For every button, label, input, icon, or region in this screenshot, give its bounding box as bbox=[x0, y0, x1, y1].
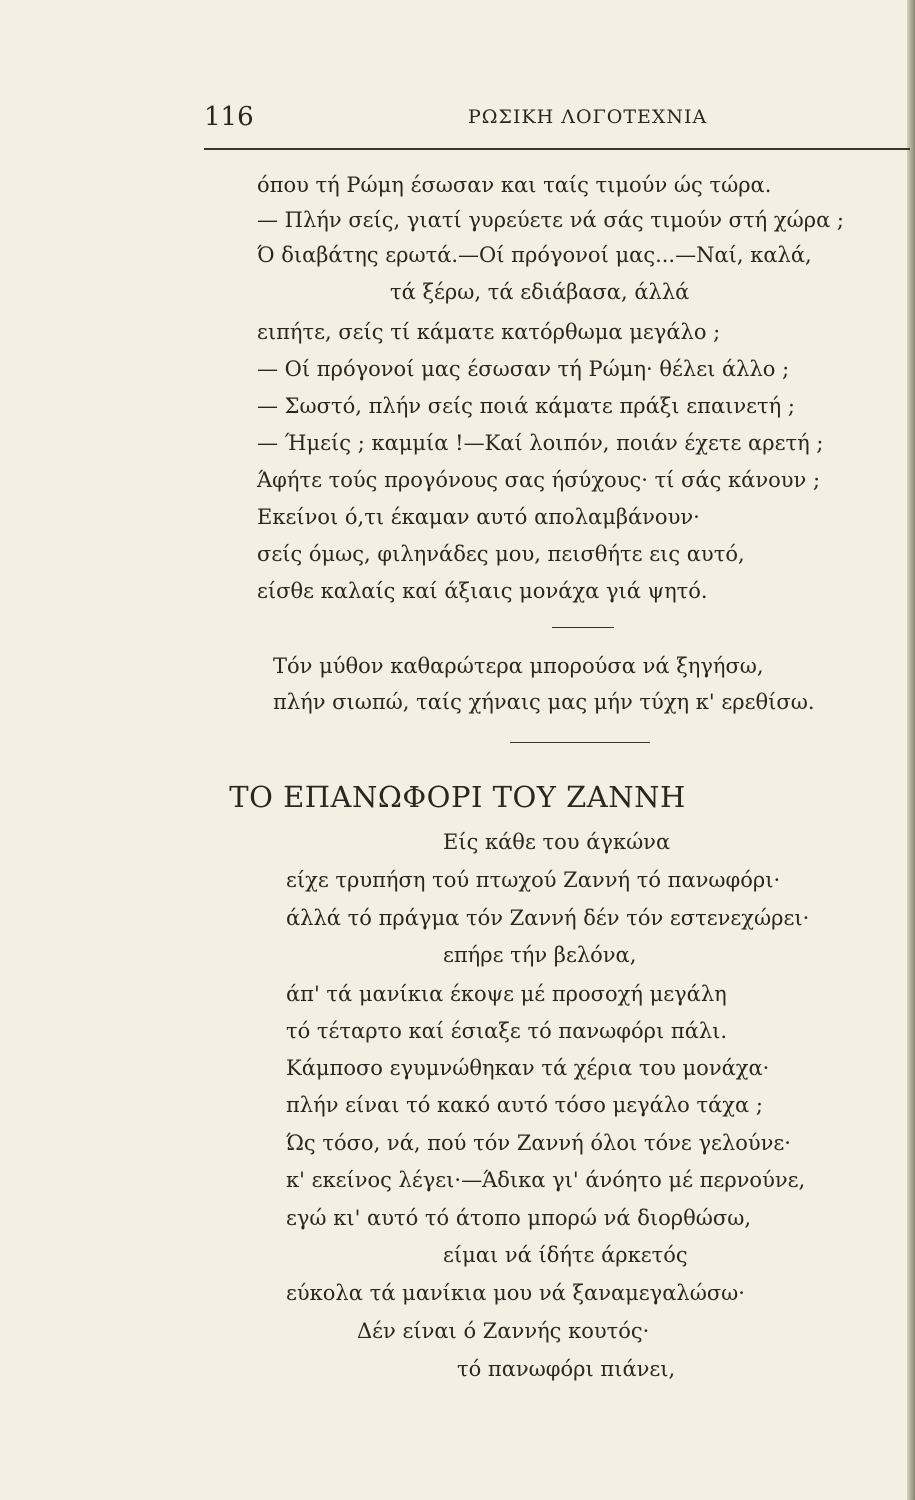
poem-line: Κάμποσο εγυμνώθηκαν τά χέρια του μονάχα· bbox=[286, 1056, 770, 1080]
poem-line: εγώ κι' αυτό τό άτοπο μπορώ νά διορθώσω, bbox=[286, 1206, 752, 1230]
poem-line: σείς όμως, φιληνάδες μου, πεισθήτε εις αυτό, bbox=[257, 542, 745, 566]
poem-line: Ώς τόσο, νά, πού τόν Ζαννή όλοι τόνε γελούνε· bbox=[286, 1131, 791, 1155]
poem-line: τό τέταρτο καί έσιαξε τό πανωφόρι πάλι. bbox=[286, 1019, 728, 1043]
poem-line: κ' εκείνος λέγει·—Άδικα γι' άνόητο μέ περνούνε, bbox=[286, 1168, 806, 1192]
poem-line: ειπήτε, σείς τί κάματε κατόρθωμα μεγάλο ; bbox=[257, 320, 721, 344]
section-divider bbox=[552, 627, 614, 628]
poem-line: εύκολα τά μανίκια μου νά ξαναμεγαλώσω· bbox=[286, 1281, 745, 1305]
poem-line: είμαι νά ίδήτε άρκετός bbox=[443, 1243, 688, 1267]
page-edge bbox=[907, 0, 915, 1500]
poem-line: είσθε καλαίς καί άξιαις μονάχα γιά ψητό. bbox=[257, 579, 708, 603]
poem-line: άλλά τό πράγμα τόν Ζαννή δέν τόν εστενεχώρει· bbox=[286, 906, 810, 930]
poem-line: είχε τρυπήση τού πτωχού Ζαννή τό πανωφόρι· bbox=[286, 868, 781, 892]
header-rule bbox=[204, 148, 910, 150]
poem-line: άπ' τά μανίκια έκοψε μέ προσοχή μεγάλη bbox=[286, 982, 727, 1006]
poem-line: — Σωστό, πλήν σείς ποιά κάματε πράξι επαινετή ; bbox=[257, 394, 795, 418]
poem-line: — Πλήν σείς, γιατί γυρεύετε νά σάς τιμούν στή χώρα ; bbox=[257, 208, 844, 232]
section-divider bbox=[510, 742, 650, 743]
poem-line: Είς κάθε του άγκώνα bbox=[443, 830, 671, 854]
poem-line: επήρε τήν βελόνα, bbox=[443, 943, 637, 967]
poem-title: ΤΟ ΕΠΑΝΩΦΟΡΙ ΤΟΥ ΖΑΝΝΗ bbox=[229, 780, 686, 814]
poem-line: Δέν είναι ό Ζαννής κουτός· bbox=[357, 1319, 650, 1343]
poem-line: τό πανωφόρι πιάνει, bbox=[457, 1357, 676, 1381]
poem-line: Εκείνοι ό,τι έκαμαν αυτό απολαμβάνουν· bbox=[257, 505, 700, 529]
poem-line: πλήν είναι τό κακό αυτό τόσο μεγάλο τάχα ; bbox=[286, 1093, 763, 1117]
page-header bbox=[0, 102, 915, 142]
poem-line: — Ήμείς ; καμμία !—Καί λοιπόν, ποιάν έχετε αρετή ; bbox=[257, 431, 824, 455]
poem-line: — Οί πρόγονοί μας έσωσαν τή Ρώμη· θέλει άλλο ; bbox=[257, 357, 790, 381]
moral-line: πλήν σιωπώ, ταίς χήναις μας μήν τύχη κ' ερεθίσω. bbox=[273, 690, 815, 714]
running-title: ΡΩΣΙΚΗ ΛΟΓΟΤΕΧΝΙΑ bbox=[468, 106, 708, 128]
page-number: 116 bbox=[204, 102, 254, 132]
poem-line: Άφήτε τούς προγόνους σας ήσύχους· τί σάς κάνουν ; bbox=[257, 468, 821, 492]
moral-line: Τόν μύθον καθαρώτερα μπορούσα νά ξηγήσω, bbox=[273, 654, 764, 678]
poem-line: Ό διαβάτης ερωτά.—Οί πρόγονοί μας...—Ναί, καλά, bbox=[257, 243, 812, 267]
poem-line: τά ξέρω, τά εδιάβασα, άλλά bbox=[390, 280, 690, 304]
poem-line: όπου τή Ρώμη έσωσαν και ταίς τιμούν ώς τώρα. bbox=[257, 173, 772, 197]
